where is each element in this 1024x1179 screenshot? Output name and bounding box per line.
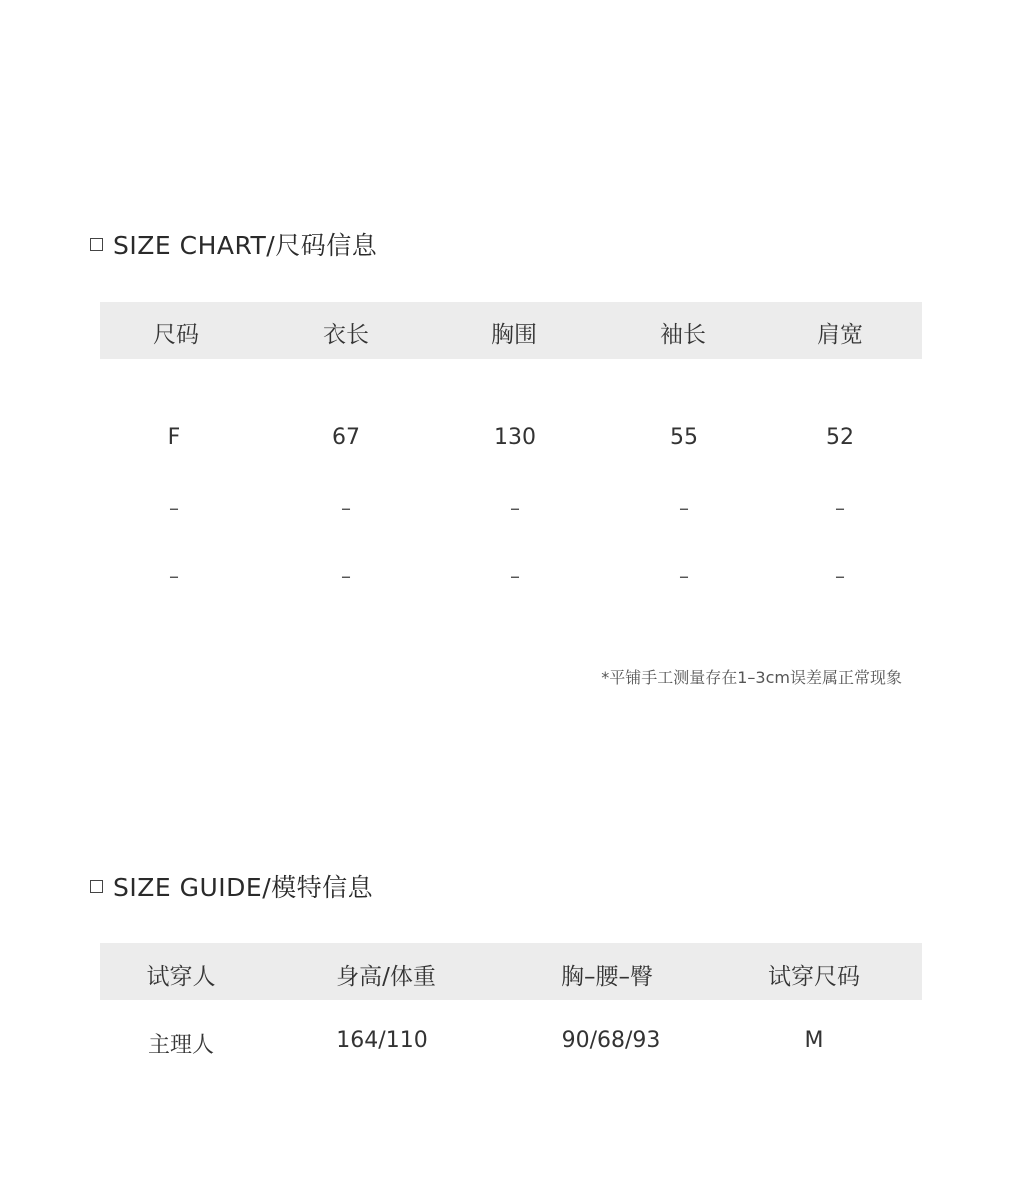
size-guide-header-measurements: 胸–腰–臀 (561, 964, 653, 990)
size-guide-cell: 164/110 (336, 1028, 428, 1053)
size-guide-cell: M (804, 1028, 824, 1053)
size-chart-cell: – (679, 496, 689, 520)
size-chart-title-text: SIZE CHART/尺码信息 (113, 231, 378, 260)
size-chart-header-shoulder: 肩宽 (817, 322, 863, 348)
size-chart-cell: – (835, 564, 845, 588)
size-chart-cell: 67 (332, 425, 360, 450)
size-chart-header-sleeve: 袖长 (660, 322, 706, 348)
size-chart-cell: – (510, 564, 520, 588)
size-chart-header-length: 衣长 (323, 322, 369, 348)
size-chart-cell: 55 (670, 425, 698, 450)
size-chart-cell: F (167, 425, 181, 450)
size-guide-title-text: SIZE GUIDE/模特信息 (113, 873, 374, 902)
size-chart-cell: 52 (826, 425, 854, 450)
size-chart-header-size: 尺码 (153, 322, 199, 348)
size-chart-cell: – (679, 564, 689, 588)
checkbox-square-icon (90, 880, 103, 893)
size-chart-cell: – (510, 496, 520, 520)
size-chart-cell: – (341, 564, 351, 588)
size-guide-cell: 90/68/93 (561, 1028, 661, 1053)
size-chart-cell: – (835, 496, 845, 520)
checkbox-square-icon (90, 238, 103, 251)
size-chart-title (90, 226, 377, 262)
size-chart-cell: – (169, 496, 179, 520)
size-guide-cell: 主理人 (147, 1033, 215, 1058)
size-chart-cell: – (341, 496, 351, 520)
size-guide-title (90, 868, 373, 904)
size-chart-header-chest: 胸围 (491, 322, 537, 348)
size-chart-cell: 130 (494, 425, 536, 450)
size-guide-header-wearer: 试穿人 (146, 964, 216, 990)
measurement-note: *平铺手工测量存在1–3cm误差属正常现象 (601, 668, 902, 687)
size-chart-cell: – (169, 564, 179, 588)
size-guide-header-height-weight: 身高/体重 (336, 964, 436, 990)
size-guide-header-size-worn: 试穿尺码 (768, 964, 860, 990)
